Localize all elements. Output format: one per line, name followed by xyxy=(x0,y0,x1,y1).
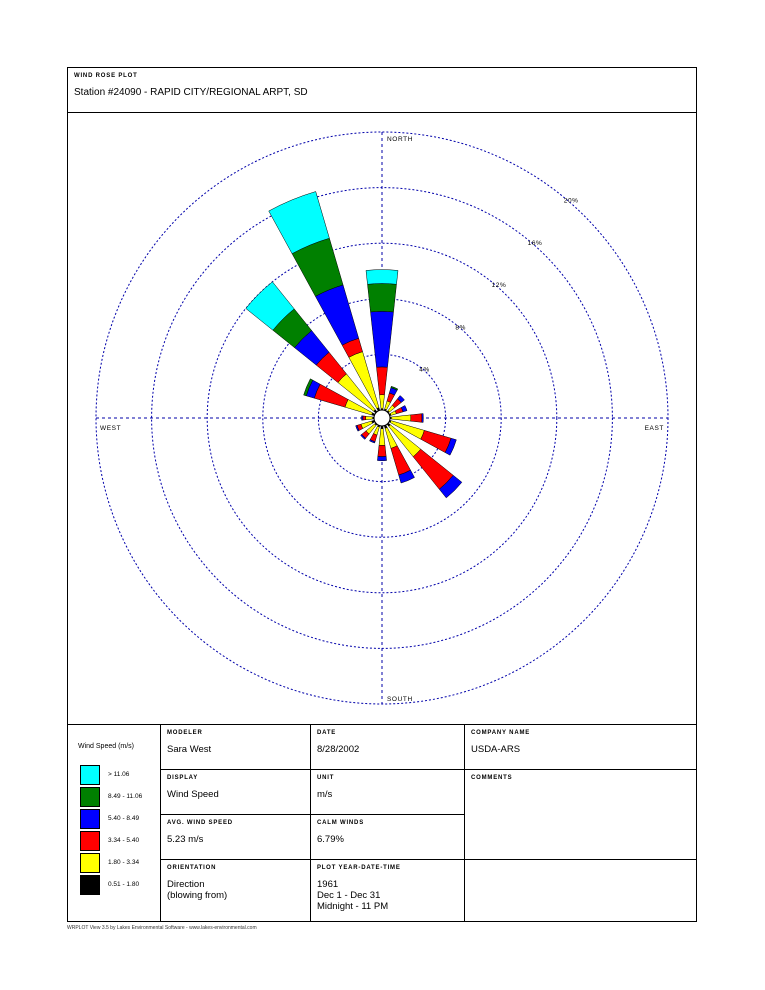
period-line-3: Midnight - 11 PM xyxy=(317,901,389,912)
calm-winds-label: CALM WINDS xyxy=(317,820,364,826)
petal-wnw-bin3 xyxy=(314,384,348,407)
legend-swatch-bin3 xyxy=(80,831,100,851)
period-line-2: Dec 1 - Dec 31 xyxy=(317,890,381,901)
calm-winds-cell xyxy=(310,815,464,860)
petal-w-bin3 xyxy=(363,416,366,420)
petal-s-bin3 xyxy=(378,445,386,456)
petal-w-bin4 xyxy=(361,416,363,420)
legend-title: Wind Speed (m/s) xyxy=(78,743,135,750)
info-panel xyxy=(68,724,696,922)
legend-label-bin6: > 11.06 xyxy=(108,771,130,778)
petal-n-bin2 xyxy=(379,395,384,409)
comments-label: COMMENTS xyxy=(471,775,513,781)
orientation-label: ORIENTATION xyxy=(167,865,217,871)
station-title: Station #24090 - RAPID CITY/REGIONAL ARPT, SD xyxy=(74,87,308,98)
display-label: DISPLAY xyxy=(167,775,199,781)
legend-swatch-bin2 xyxy=(80,853,100,873)
petal-s-bin2 xyxy=(379,429,385,446)
display-cell xyxy=(160,770,310,815)
unit-label: UNIT xyxy=(317,775,335,781)
legend-swatch-bin1 xyxy=(80,875,100,895)
period-line-1: 1961 xyxy=(317,879,339,890)
petal-s-bin4 xyxy=(377,456,386,460)
legend xyxy=(68,725,160,922)
orientation-line-2: (blowing from) xyxy=(167,890,228,901)
petal-n-bin3 xyxy=(376,367,387,395)
modeler-cell xyxy=(160,725,310,770)
legend-label-bin5: 8.49 - 11.06 xyxy=(108,793,143,800)
avg-speed-label: AVG. WIND SPEED xyxy=(167,820,233,826)
compass-south-label: SOUTH xyxy=(387,696,413,703)
wind-rose-report xyxy=(67,67,697,922)
petal-e-bin4 xyxy=(422,414,424,423)
avg-speed-value: 5.23 m/s xyxy=(167,834,204,845)
company-label: COMPANY NAME xyxy=(471,730,531,736)
compass-north-label: NORTH xyxy=(387,136,413,143)
compass-east-label: EAST xyxy=(644,425,664,432)
chart-area xyxy=(68,113,696,724)
legend-label-bin2: 1.80 - 3.34 xyxy=(108,859,140,866)
period-value xyxy=(317,879,388,912)
ring-label-16: 16% xyxy=(527,239,543,247)
period-cell xyxy=(310,860,464,922)
legend-label-bin4: 5.40 - 8.49 xyxy=(108,815,140,822)
comments-cell xyxy=(464,770,696,860)
ring-label-20: 20% xyxy=(563,197,579,205)
ring-label-8: 8% xyxy=(455,324,467,332)
orientation-line-1: Direction xyxy=(167,879,205,890)
ring-label-4: 4% xyxy=(419,366,430,374)
petal-ese-bin3 xyxy=(421,430,451,452)
date-cell xyxy=(310,725,464,770)
footer-credit: WRPLOT View 3.5 by Lakes Environmental Software - www.lakes-environmental.com xyxy=(67,925,257,931)
unit-cell xyxy=(310,770,464,815)
company-value: USDA-ARS xyxy=(471,744,521,755)
orientation-cell xyxy=(160,860,310,922)
legend-label-bin3: 3.34 - 5.40 xyxy=(108,837,140,844)
modeler-label: MODELER xyxy=(167,730,203,736)
petal-e-bin3 xyxy=(411,414,422,423)
date-value: 8/28/2002 xyxy=(317,744,360,755)
blank-cell xyxy=(464,860,696,922)
petal-n-bin4 xyxy=(371,311,394,367)
legend-swatch-bin4 xyxy=(80,809,100,829)
modeler-value: Sara West xyxy=(167,744,212,755)
ring-label-12: 12% xyxy=(491,282,507,290)
calm-winds-value: 6.79% xyxy=(317,834,344,845)
legend-swatch-bin6 xyxy=(80,765,100,785)
report-header xyxy=(68,68,696,113)
petal-nnw-bin4 xyxy=(315,285,358,345)
petal-w-bin2 xyxy=(366,416,373,420)
report-type-label: WIND ROSE PLOT xyxy=(74,73,138,79)
company-cell xyxy=(464,725,696,770)
orientation-value xyxy=(167,879,227,901)
legend-swatch-bin5 xyxy=(80,787,100,807)
avg-speed-cell xyxy=(160,815,310,860)
unit-value: m/s xyxy=(317,789,333,800)
calm-center xyxy=(374,410,390,426)
period-label: PLOT YEAR-DATE-TIME xyxy=(317,865,401,871)
date-label: DATE xyxy=(317,730,337,736)
legend-label-bin1: 0.51 - 1.80 xyxy=(108,881,140,888)
petal-n-bin6 xyxy=(366,270,398,285)
display-value: Wind Speed xyxy=(167,789,219,800)
wind-rose-chart xyxy=(68,113,696,724)
petal-e-bin2 xyxy=(391,415,411,421)
compass-west-label: WEST xyxy=(100,425,122,432)
petal-n-bin5 xyxy=(368,284,397,312)
